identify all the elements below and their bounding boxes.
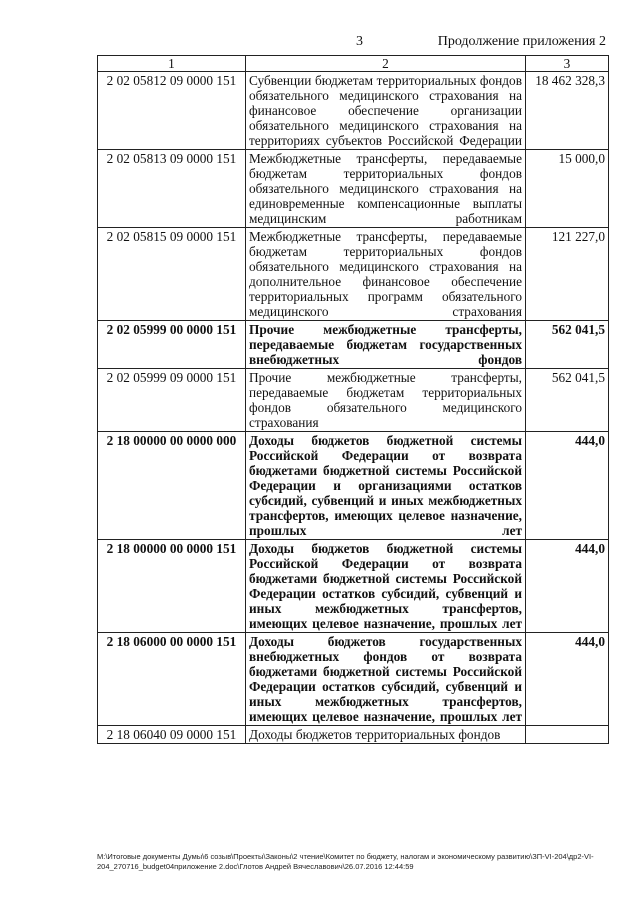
file-path-footer: M:\Итоговые документы Думы\6 созыв\Проекты\Законы\2 чтение\Комитет по бюджету, налогам и экономическому развитию\ЗП-VI-204\др2-VI-204_270716_budget04приложение 2.doc\Глотов Андрей Вячеславович\26.07.2016 12:44:59: [97, 852, 594, 871]
table-row: [98, 321, 609, 369]
budget-code-cell: 2 02 05815 09 0000 151: [98, 228, 246, 321]
budget-code-cell: 2 18 00000 00 0000 151: [98, 540, 246, 633]
continuation-label: Продолжение приложения 2: [437, 34, 606, 49]
description-cell: Доходы бюджетов бюджетной системы Российской Федерации от возврата бюджетами бюджетной системы Российской Федерации и организациями остатков субсидий, субвенций и иных межбюджетных трансфертов, имеющих целевое назначение, прошлых лет: [246, 432, 526, 540]
description-cell: Доходы бюджетов государственных внебюджетных фондов от возврата бюджетами бюджетной системы Российской Федерации остатков субсидий, субвенций и иных межбюджетных трансфертов, имеющих целевое назначение, прошлых лет: [246, 633, 526, 726]
amount-cell: 15 000,0: [526, 150, 609, 228]
amount-cell: 562 041,5: [526, 321, 609, 369]
amount-cell: 121 227,0: [526, 228, 609, 321]
description-cell: Доходы бюджетов бюджетной системы Российской Федерации от возврата бюджетами бюджетной системы Российской Федерации остатков субсидий, субвенций и иных межбюджетных трансфертов, имеющих целевое назначение, прошлых лет: [246, 540, 526, 633]
table-row: [98, 726, 609, 744]
column-header-2: 2: [246, 56, 526, 72]
table-row: [98, 432, 609, 540]
description-cell: Прочие межбюджетные трансферты, передаваемые бюджетам государственных внебюджетных фондов: [246, 321, 526, 369]
budget-code-cell: 2 02 05813 09 0000 151: [98, 150, 246, 228]
amount-cell: 444,0: [526, 633, 609, 726]
budget-code-cell: 2 18 06040 09 0000 151: [98, 726, 246, 744]
table-row: [98, 150, 609, 228]
amount-cell: 562 041,5: [526, 369, 609, 432]
budget-code-cell: 2 18 00000 00 0000 000: [98, 432, 246, 540]
budget-code-cell: 2 18 06000 00 0000 151: [98, 633, 246, 726]
table-row: [98, 72, 609, 150]
column-header-3: 3: [526, 56, 609, 72]
description-cell: Прочие межбюджетные трансферты, передаваемые бюджетам территориальных фондов обязательного медицинского страхования: [246, 369, 526, 432]
column-header-1: 1: [98, 56, 246, 72]
amount-cell: [526, 726, 609, 744]
budget-code-cell: 2 02 05812 09 0000 151: [98, 72, 246, 150]
table-row: [98, 633, 609, 726]
page-header: [0, 34, 640, 52]
amount-cell: 444,0: [526, 540, 609, 633]
description-cell: Межбюджетные трансферты, передаваемые бюджетам территориальных фондов обязательного медицинского страхования на единовременные компенсационные выплаты медицинским работникам: [246, 150, 526, 228]
budget-code-cell: 2 02 05999 00 0000 151: [98, 321, 246, 369]
description-cell: Межбюджетные трансферты, передаваемые бюджетам территориальных фондов обязательного медицинского страхования на дополнительное финансовое обеспечение территориальных программ обязательного медицинского страхования: [246, 228, 526, 321]
table-row: [98, 369, 609, 432]
description-cell: Субвенции бюджетам территориальных фондов обязательного медицинского страхования на финансовое обеспечение организации обязательного медицинского страхования на территориях субъектов Российской Федерации: [246, 72, 526, 150]
column-number-row: [98, 56, 609, 72]
page-number: 3: [356, 34, 363, 49]
amount-cell: 18 462 328,3: [526, 72, 609, 150]
revenue-table: [97, 55, 609, 744]
budget-code-cell: 2 02 05999 09 0000 151: [98, 369, 246, 432]
description-cell: Доходы бюджетов территориальных фондов: [246, 726, 526, 744]
table-row: [98, 540, 609, 633]
table-row: [98, 228, 609, 321]
amount-cell: 444,0: [526, 432, 609, 540]
